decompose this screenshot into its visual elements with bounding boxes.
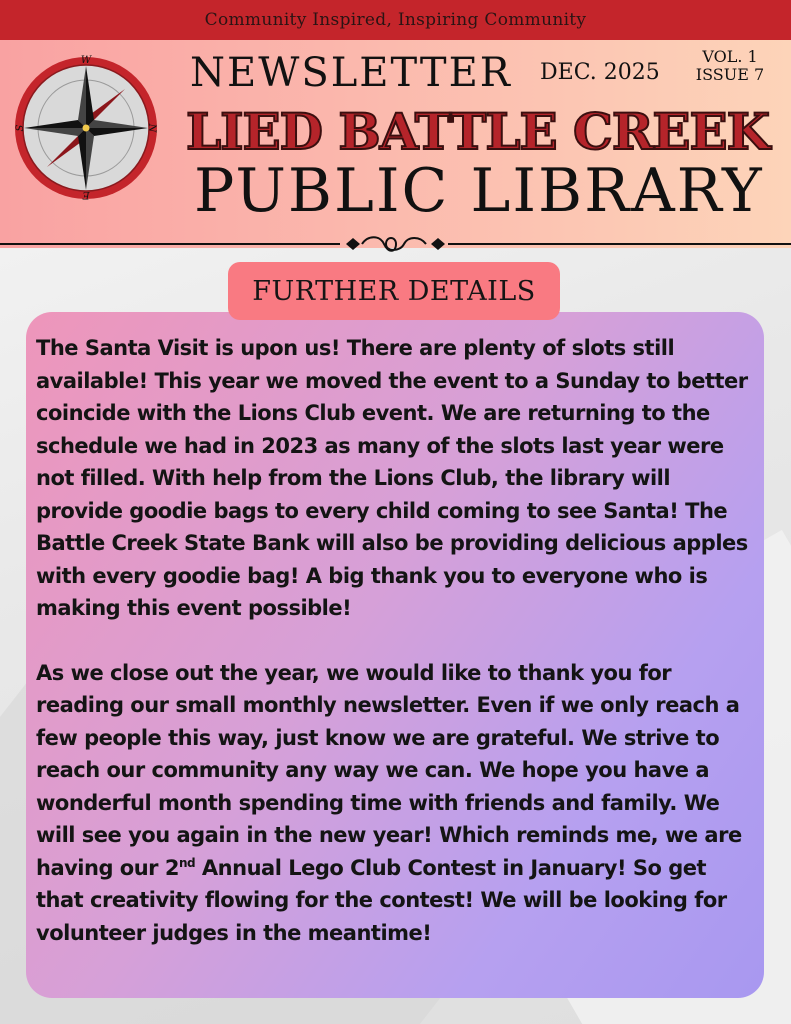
compass-label-north: N — [146, 123, 157, 133]
compass-label-west: W — [80, 55, 92, 66]
section-heading — [228, 262, 560, 320]
masthead — [0, 40, 791, 248]
content-card — [26, 312, 764, 998]
tagline: Community Inspired, Inspiring Community — [204, 10, 587, 30]
tagline-bar — [0, 0, 791, 40]
body-text: As we close out the year, we would like to thank you for reading our small monthly newsletter. Even if we only reach a few people this way, just know we are grateful. We strive to reach our community any way we can. We hope you have a wonderful month spending time with friends and family. We will see you again in the new year! Which reminds me, we are having our 2 — [36, 660, 742, 880]
volume-number: VOL. 1 — [702, 47, 758, 66]
newsletter-label: NEWSLETTER — [190, 50, 512, 96]
library-name: LIED BATTLE CREEK — [186, 102, 770, 161]
compass-rose-icon — [12, 54, 160, 202]
ornamental-divider — [0, 232, 791, 256]
body-text: Annual Lego Club Contest in January! So get that creativity flowing for the contest! We will be looking for volunteer judges in the meantime! — [36, 855, 727, 945]
issue-number: ISSUE 7 — [695, 65, 765, 84]
issue-date: DEC. 2025 — [540, 60, 660, 85]
compass-label-east: E — [82, 189, 90, 200]
volume-issue — [690, 48, 770, 84]
compass-label-south: S — [15, 124, 26, 132]
body-paragraph — [36, 657, 754, 950]
body-paragraph: The Santa Visit is upon us! There are plenty of slots still available! This year we moved the event to a Sunday to better coincide with the Lions Club event. We are returning to the schedule we had in 2023 as many of the slots last year were not filled. With help from the Lions Club, the library will provide goodie bags to every child coming to see Santa! The Battle Creek State Bank will also be providing delicious apples with every goodie bag! A big thank you to everyone who is making this event possible! — [36, 336, 748, 620]
ordinal-suffix: nd — [178, 855, 196, 870]
library-subtitle: PUBLIC LIBRARY — [194, 156, 764, 226]
section-heading-text: FURTHER DETAILS — [252, 275, 536, 307]
